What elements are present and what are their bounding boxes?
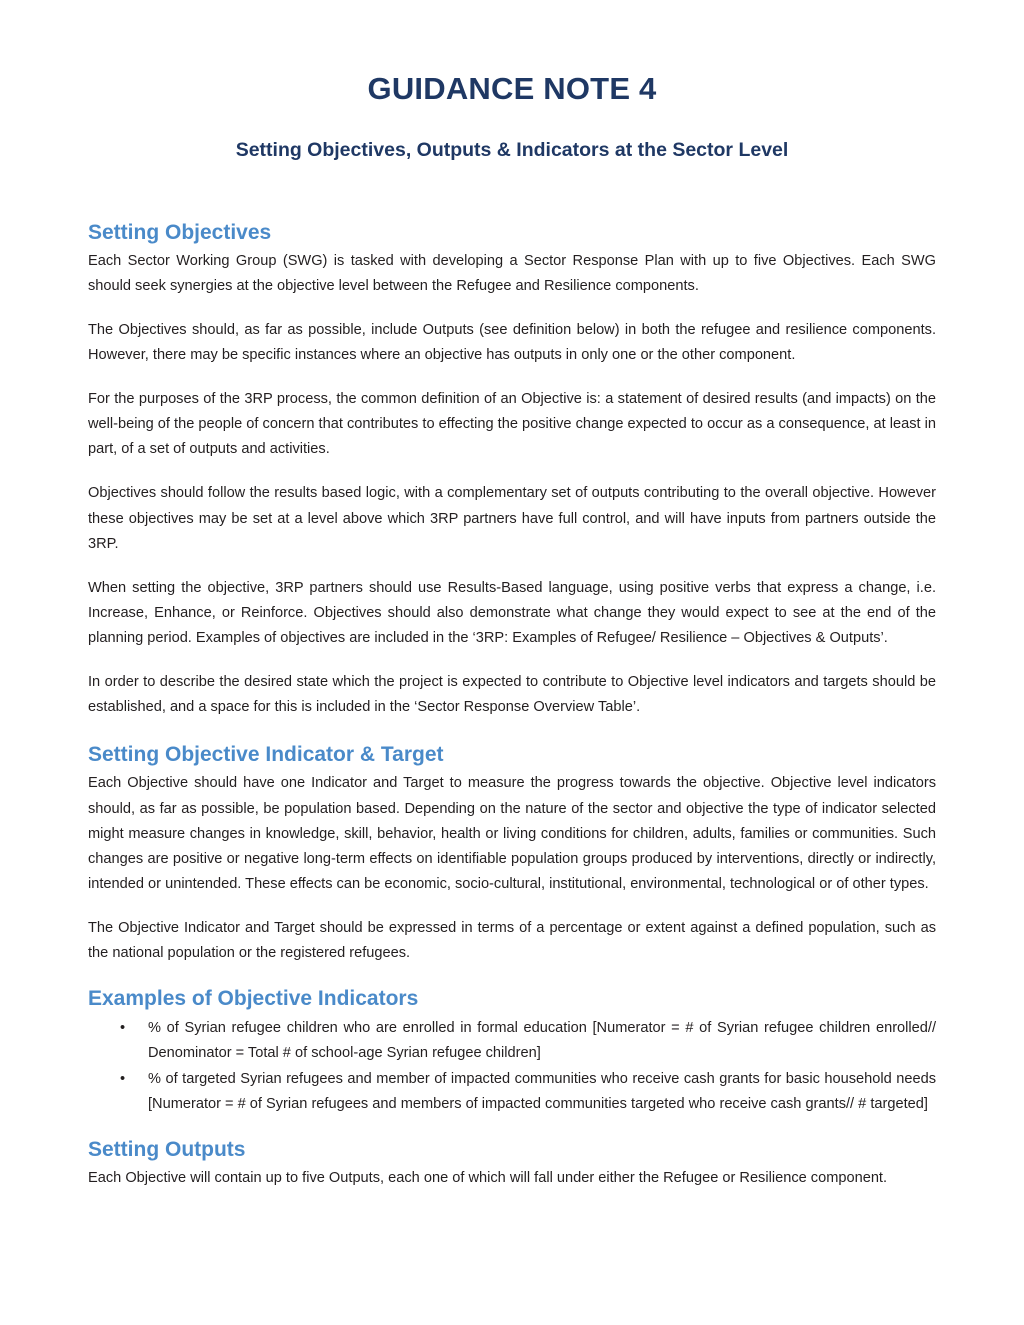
examples-bullet-list (88, 1016, 936, 1116)
section-heading-examples-objective-indicators: Examples of Objective Indicators (88, 987, 419, 1011)
section-examples-of-objective-indicators (88, 986, 936, 1117)
section-setting-objectives (88, 220, 936, 721)
list-item (88, 1016, 936, 1066)
section-setting-objective-indicator-target (88, 742, 936, 966)
paragraph-objectives-2: The Objectives should, as far as possible, include Outputs (see definition below) in both the refugee and resilience components. However, there may be specific instances where an objective has outputs in only one or the other component. (88, 322, 936, 364)
list-item (88, 1067, 936, 1117)
section-heading-setting-outputs: Setting Outputs (88, 1137, 246, 1161)
bullet-point-icon: • (120, 1070, 126, 1087)
section-heading-objective-indicator-target: Setting Objective Indicator & Target (88, 743, 444, 767)
list-item-text: % of Syrian refugee children who are enrolled in formal education [Numerator = # of Syrian refugee children enrolled// Denominator = Total # of school-age Syrian refugee children] (148, 1020, 936, 1062)
paragraph-objectives-5: When setting the objective, 3RP partners should use Results-Based language, using positive verbs that express a change, i.e. Increase, Enhance, or Reinforce. Objectives should also demonstrate what change they would expect to see at the end of the planning period. Examples of objectives are included in the ‘3RP: Examples of Refugee/ Resilience – Objectives & Outputs’. (88, 579, 936, 646)
section-heading-setting-objectives: Setting Objectives (88, 220, 272, 244)
section-spacer-2 (88, 966, 936, 986)
title-body-spacer (88, 163, 936, 220)
section-spacer-3 (88, 1117, 936, 1137)
section-setting-outputs (88, 1137, 936, 1191)
paragraph-outputs-1: Each Objective will contain up to five Outputs, each one of which will fall under either the Refugee or Resilience component. (88, 1170, 888, 1186)
section-spacer-1 (88, 720, 936, 742)
bullet-point-icon: • (120, 1020, 126, 1037)
paragraph-objectives-3: For the purposes of the 3RP process, the common definition of an Objective is: a statement of desired results (and impacts) on the well-being of the people of concern that contributes to effecting the positive change expected to occur as a consequence, at least in part, of a set of outputs and activities. (88, 391, 936, 458)
paragraph-objectives-1: Each Sector Working Group (SWG) is tasked with developing a Sector Response Plan with up to five Objectives. Each SWG should seek synergies at the objective level between the Refugee and Resilience components. (88, 252, 936, 294)
paragraph-indicator-1: Each Objective should have one Indicator and Target to measure the progress towards the objective. Objective level indicators should, as far as possible, be population based. Depending on the nature of the sector and objective the type of indicator selected might measure changes in knowledge, skill, behavior, health or living conditions for children, adults, families or communities. Such changes are positive or negative long-term effects on identifiable population groups produced by interventions, directly or indirectly, intended or unintended. These effects can be economic, socio-cultural, institutional, environmental, technological or of other types. (88, 775, 936, 892)
list-item-text: % of targeted Syrian refugees and member of impacted communities who receive cash grants for basic household needs [Numerator = # of Syrian refugees and members of impacted communities targeted who receive cash grants// # targeted] (148, 1070, 936, 1112)
document-subtitle: Setting Objectives, Outputs & Indicators at the Sector Level (235, 139, 789, 162)
paragraph-objectives-6: In order to describe the desired state which the project is expected to contribute to Objective level indicators and targets should be established, and a space for this is included in the ‘Sector Response Overview Table’. (88, 674, 936, 716)
paragraph-indicator-2: The Objective Indicator and Target should be expressed in terms of a percentage or extent against a defined population, such as the national population or the registered refugees. (88, 919, 936, 962)
paragraph-objectives-4: Objectives should follow the results based logic, with a complementary set of outputs contributing to the overall objective. However these objectives may be set at a level above which 3RP partners have full control, and will have inputs from partners outside the 3RP. (88, 485, 936, 552)
document-title: GUIDANCE NOTE 4 (367, 71, 657, 106)
